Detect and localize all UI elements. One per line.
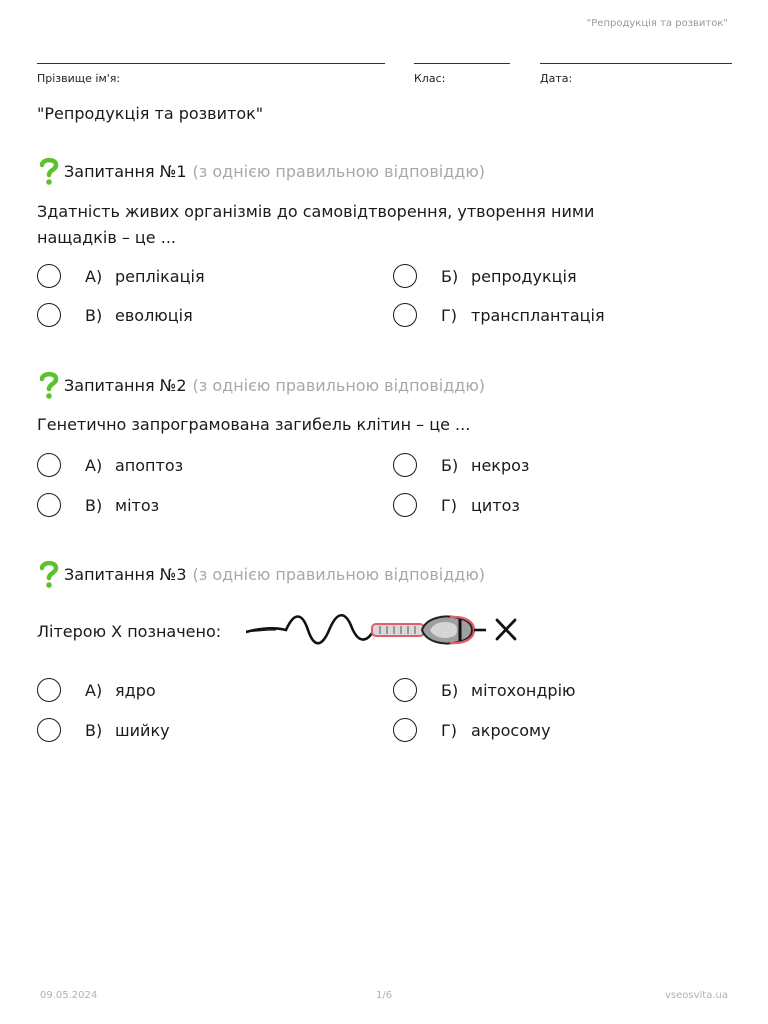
question-1-option-a[interactable] — [37, 262, 205, 290]
radio-icon[interactable] — [393, 678, 417, 702]
question-1-header — [37, 156, 485, 186]
radio-icon[interactable] — [37, 678, 61, 702]
question-3-option-a[interactable] — [37, 676, 156, 704]
question-2-title: Запитання №2 — [64, 375, 187, 395]
option-letter: Б) — [441, 455, 459, 475]
option-text: мітохондрію — [471, 680, 576, 700]
date-underline[interactable] — [540, 63, 732, 64]
question-2-option-b[interactable] — [393, 451, 529, 479]
class-underline[interactable] — [414, 63, 510, 64]
option-text: трансплантація — [471, 305, 605, 325]
option-text: реплікація — [115, 266, 205, 286]
option-text: цитоз — [471, 495, 520, 515]
question-1-hint: (з однією правильною відповіддю) — [192, 161, 486, 181]
option-letter: В) — [85, 495, 103, 515]
radio-icon[interactable] — [393, 718, 417, 742]
question-1-title: Запитання №1 — [64, 161, 187, 181]
option-letter: Г) — [441, 495, 457, 515]
radio-icon[interactable] — [37, 264, 61, 288]
question-mark-icon — [37, 156, 61, 186]
radio-icon[interactable] — [37, 453, 61, 477]
radio-icon[interactable] — [393, 303, 417, 327]
option-text: апоптоз — [115, 455, 184, 475]
radio-icon[interactable] — [37, 718, 61, 742]
question-3-hint: (з однією правильною відповіддю) — [192, 564, 486, 584]
header-test-name: "Репродукція та розвиток" — [586, 18, 728, 29]
question-3-header — [37, 559, 485, 589]
question-1-option-c[interactable] — [37, 301, 193, 329]
question-2-header — [37, 370, 485, 400]
question-2-option-c[interactable] — [37, 491, 159, 519]
option-text: шийку — [115, 720, 170, 740]
option-text: репродукція — [471, 266, 577, 286]
question-1-option-b[interactable] — [393, 262, 577, 290]
option-text: ядро — [115, 680, 156, 700]
option-letter: Г) — [441, 305, 457, 325]
option-letter: Г) — [441, 720, 457, 740]
question-1-option-d[interactable] — [393, 301, 605, 329]
sperm-illustration — [246, 608, 526, 652]
question-3-title: Запитання №3 — [64, 564, 187, 584]
question-mark-icon — [37, 559, 61, 589]
option-text: некроз — [471, 455, 530, 475]
question-mark-icon — [37, 370, 61, 400]
question-2-option-a[interactable] — [37, 451, 183, 479]
footer-page-number: 1/6 — [376, 990, 393, 1001]
footer-date: 09.05.2024 — [40, 990, 98, 1001]
option-letter: В) — [85, 720, 103, 740]
radio-icon[interactable] — [393, 264, 417, 288]
surname-underline[interactable] — [37, 63, 385, 64]
question-2-option-d[interactable] — [393, 491, 520, 519]
option-letter: Б) — [441, 680, 459, 700]
radio-icon[interactable] — [393, 493, 417, 517]
footer-site: vseosvita.ua — [665, 990, 728, 1001]
option-text: еволюція — [115, 305, 193, 325]
radio-icon[interactable] — [393, 453, 417, 477]
option-letter: Б) — [441, 266, 459, 286]
option-letter: А) — [85, 266, 103, 286]
class-label: Клас: — [414, 72, 446, 85]
question-3-option-c[interactable] — [37, 716, 170, 744]
test-title: "Репродукція та розвиток" — [37, 104, 264, 123]
radio-icon[interactable] — [37, 303, 61, 327]
question-3-option-d[interactable] — [393, 716, 551, 744]
date-label: Дата: — [540, 72, 573, 85]
question-2-hint: (з однією правильною відповіддю) — [192, 375, 486, 395]
radio-icon[interactable] — [37, 493, 61, 517]
surname-label: Прізвище ім'я: — [37, 72, 121, 85]
option-letter: А) — [85, 680, 103, 700]
question-3-option-b[interactable] — [393, 676, 575, 704]
option-letter: В) — [85, 305, 103, 325]
question-2-text: Генетично запрограмована загибель клітин – це ... — [37, 415, 471, 434]
question-3-text: Літерою Х позначено: — [37, 622, 222, 641]
option-text: акросому — [471, 720, 551, 740]
option-letter: А) — [85, 455, 103, 475]
option-text: мітоз — [115, 495, 160, 515]
question-1-text: Здатність живих організмів до самовідтворення, утворення ними нащадків – це ... — [37, 202, 595, 247]
